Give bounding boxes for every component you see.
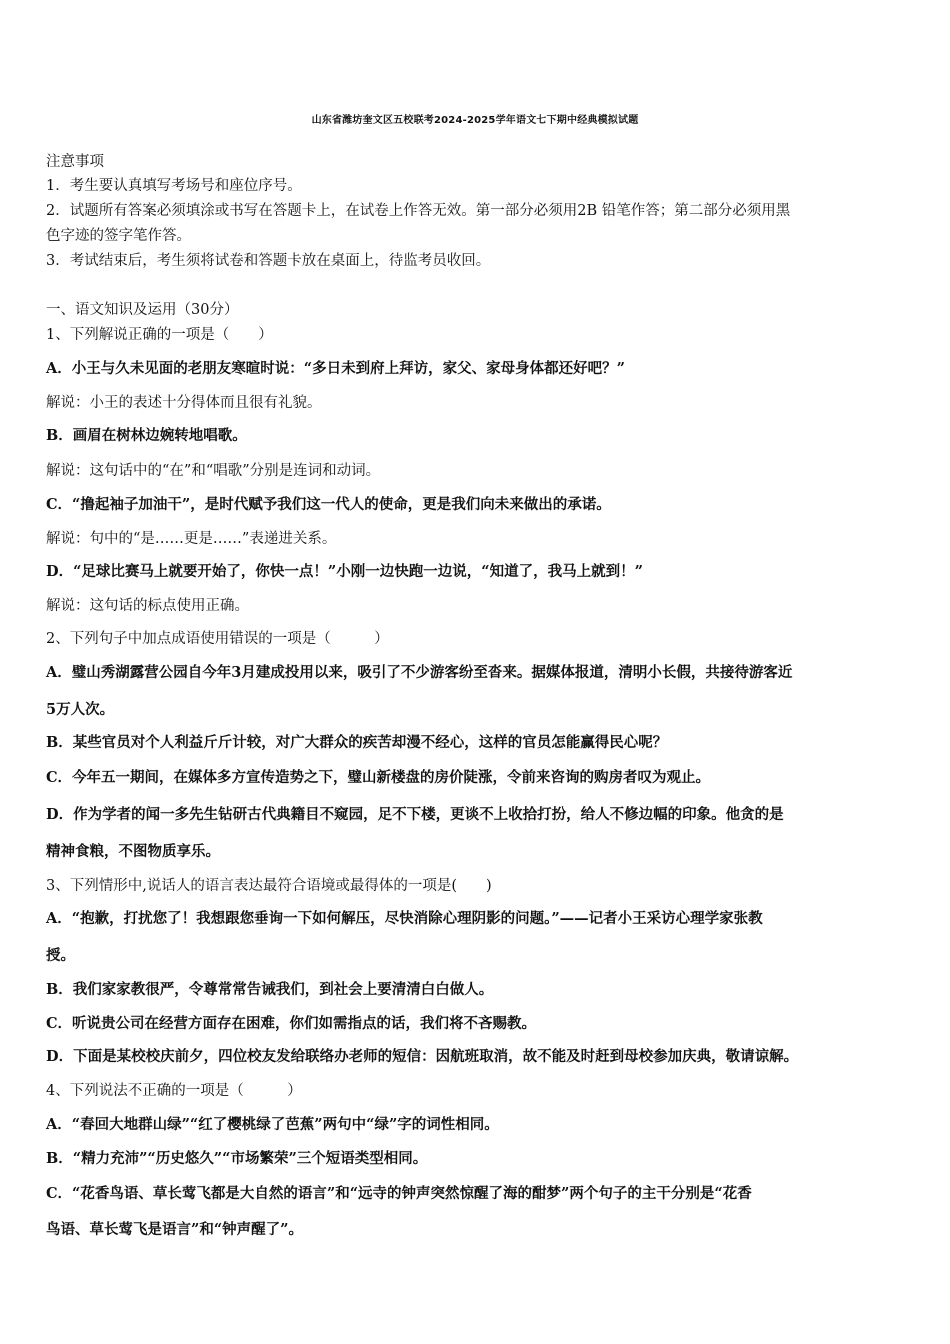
question-3-option-d: D．下面是某校校庆前夕，四位校友发给联络办老师的短信：因航班取消，故不能及时赶到母校参加庆典，敬请谅解。: [46, 1048, 799, 1065]
question-4-option-b: B．“精力充沛”“历史悠久”“市场繁荣”三个短语类型相同。: [46, 1150, 428, 1167]
question-2-option-a-line-1: A．璧山秀湖露营公园自今年3月建成投用以来，吸引了不少游客纷至沓来。据媒体报道，清明小长假，共接待游客近: [46, 664, 793, 681]
question-4-option-a: A．“春回大地群山绿”“红了樱桃绿了芭蕉”两句中“绿”字的词性相同。: [46, 1116, 499, 1133]
question-3-stem: 3、下列情形中,说话人的语言表达最符合语境或最得体的一项是( ): [46, 878, 492, 894]
question-1-option-b: B．画眉在树林边婉转地唱歌。: [46, 427, 247, 444]
question-2-option-b: B．某些官员对个人利益斤斤计较，对广大群众的疾苦却漫不经心，这样的官员怎能赢得民心呢？: [46, 734, 668, 751]
question-4-option-c-line-1: C．“花香鸟语、草长莺飞都是大自然的语言”和“远寺的钟声突然惊醒了海的酣梦”两个句子的主干分别是“花香: [46, 1185, 752, 1202]
question-2-option-c: C．今年五一期间，在媒体多方宣传造势之下，璧山新楼盘的房价陡涨，令前来咨询的购房者叹为观止。: [46, 769, 711, 786]
section-heading: 一、语文知识及运用（30分）: [46, 302, 239, 318]
question-3-option-a-line-2: 授。: [46, 947, 75, 964]
question-1-option-b-explanation: 解说：这句话中的“在”和“唱歌”分别是连词和动词。: [46, 463, 381, 479]
question-3-option-b: B．我们家家教很严，令尊常常告诫我们，到社会上要清清白白做人。: [46, 981, 494, 998]
question-2-stem: 2、下列句子中加点成语使用错误的一项是（ ）: [46, 631, 389, 647]
notice-item-2-line-1: 2．试题所有答案必须填涂或书写在答题卡上，在试卷上作答无效。第一部分必须用2B 铅笔作答；第二部分必须用黑: [46, 203, 791, 219]
question-2-option-d-line-2: 精神食粮，不图物质享乐。: [46, 843, 220, 860]
question-2-option-d-line-1: D．作为学者的闻一多先生钻研古代典籍目不窥园，足不下楼，更谈不上收拾打扮，给人不修边幅的印象。他贪的是: [46, 806, 784, 823]
question-1-option-a: A．小王与久未见面的老朋友寒暄时说：“多日未到府上拜访，家父、家母身体都还好吧？”: [46, 360, 625, 377]
exam-title: 山东省潍坊奎文区五校联考2024-2025学年语文七下期中经典模拟试题: [311, 115, 639, 126]
question-1-option-c: C．“撸起袖子加油干”，是时代赋予我们这一代人的使命，更是我们向未来做出的承诺。: [46, 496, 611, 513]
question-3-option-c: C．听说贵公司在经营方面存在困难，你们如需指点的话，我们将不吝赐教。: [46, 1015, 537, 1032]
notice-item-1: 1．考生要认真填写考场号和座位序号。: [46, 178, 302, 194]
question-1-option-d-explanation: 解说：这句话的标点使用正确。: [46, 598, 249, 614]
notice-item-2-line-2: 色字迹的签字笔作答。: [46, 228, 191, 244]
question-4-option-c-line-2: 鸟语、草长莺飞是语言”和“钟声醒了”。: [46, 1221, 304, 1238]
question-1-option-a-explanation: 解说：小王的表述十分得体而且很有礼貌。: [46, 395, 322, 411]
question-1-stem: 1、下列解说正确的一项是（ ）: [46, 327, 273, 343]
question-4-stem: 4、下列说法不正确的一项是（ ）: [46, 1083, 302, 1099]
notice-item-3: 3．考试结束后，考生须将试卷和答题卡放在桌面上，待监考员收回。: [46, 253, 491, 269]
question-1-option-d: D．“足球比赛马上就要开始了，你快一点！”小刚一边快跑一边说，“知道了，我马上就到！”: [46, 563, 643, 580]
question-1-option-c-explanation: 解说：句中的“是……更是……”表递进关系。: [46, 531, 337, 547]
question-2-option-a-line-2: 5万人次。: [46, 701, 115, 718]
question-3-option-a-line-1: A．“抱歉，打扰您了！我想跟您垂询一下如何解压，尽快消除心理阴影的问题。”——记者小王采访心理学家张教: [46, 910, 763, 927]
notice-heading: 注意事项: [46, 154, 104, 170]
